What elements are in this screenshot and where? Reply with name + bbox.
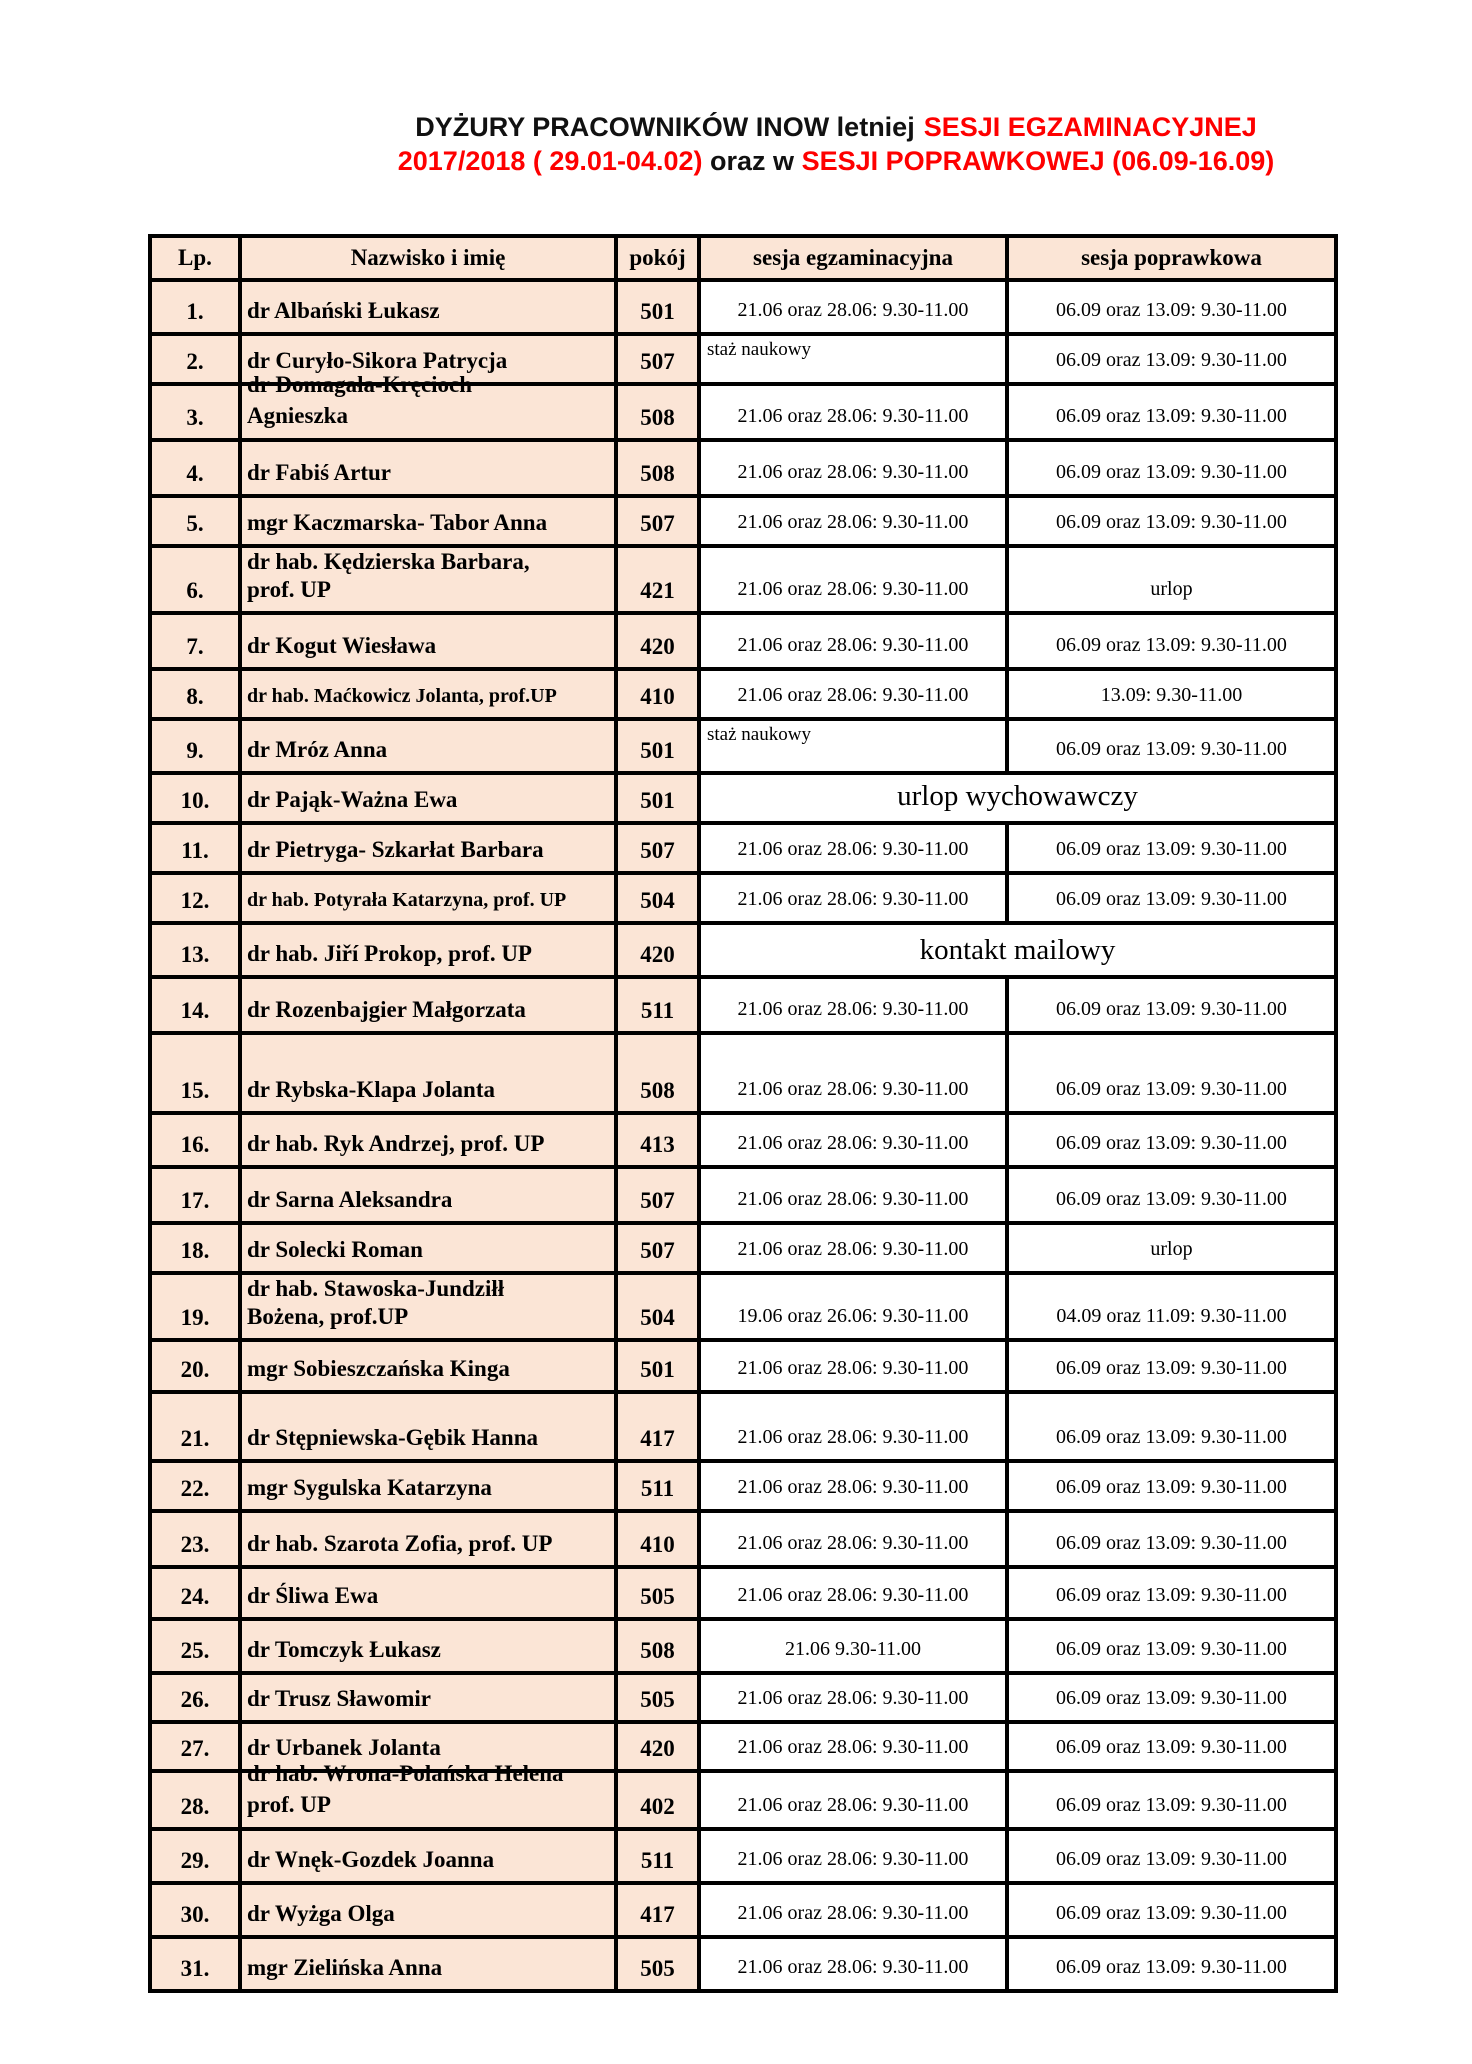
room-number: 501 [616,719,699,773]
staff-name [240,1167,616,1223]
room-number: 504 [616,873,699,923]
room-number: 402 [616,1771,699,1829]
staff-name-text: dr Śliwa Ewa [247,1583,379,1608]
staff-name-text: dr Pietryga- Szkarłat Barbara [247,837,544,862]
room-number: 511 [616,1461,699,1511]
exam-session-hours: 21.06 oraz 28.06: 9.30-11.00 [699,669,1007,719]
resit-session-hours: 06.09 oraz 13.09: 9.30-11.00 [1007,823,1336,873]
exam-session-hours: 21.06 oraz 28.06: 9.30-11.00 [699,1937,1007,1991]
staff-name [240,1223,616,1273]
row-number: 24. [150,1567,240,1619]
staff-name [240,1273,616,1340]
resit-session-hours: 06.09 oraz 13.09: 9.30-11.00 [1007,1392,1336,1461]
resit-session-hours: 06.09 oraz 13.09: 9.30-11.00 [1007,1113,1336,1167]
table-row [150,613,1336,669]
table-row [150,719,1336,773]
staff-name-text: dr Wyżga Olga [247,1901,395,1926]
staff-name [240,1113,616,1167]
staff-name [240,496,616,546]
staff-name [240,823,616,873]
exam-session-hours: 21.06 oraz 28.06: 9.30-11.00 [699,823,1007,873]
merged-session-note: kontakt mailowy [699,923,1336,977]
exam-session-hours: 21.06 oraz 28.06: 9.30-11.00 [699,440,1007,496]
table-row [150,923,1336,977]
staff-name-text: mgr Sobieszczańska Kinga [247,1356,510,1381]
exam-session-hours: 21.06 oraz 28.06: 9.30-11.00 [699,873,1007,923]
resit-session-hours: 04.09 oraz 11.09: 9.30-11.00 [1007,1273,1336,1340]
exam-session-hours: 21.06 oraz 28.06: 9.30-11.00 [699,977,1007,1033]
staff-name [240,873,616,923]
title-line1-red: SESJI EGZAMINACYJNEJ [923,112,1257,142]
room-number: 508 [616,1619,699,1673]
resit-session-hours: 06.09 oraz 13.09: 9.30-11.00 [1007,1771,1336,1829]
exam-session-hours: 21.06 oraz 28.06: 9.30-11.00 [699,1340,1007,1392]
title-line2-red-b: SESJI POPRAWKOWEJ (06.09-16.09) [801,146,1275,176]
table-row [150,1033,1336,1113]
table-row [150,1167,1336,1223]
staff-name [240,372,616,440]
staff-name-text: dr Albański Łukasz [247,298,440,323]
resit-session-hours: 06.09 oraz 13.09: 9.30-11.00 [1007,1033,1336,1113]
resit-session-hours: 06.09 oraz 13.09: 9.30-11.00 [1007,440,1336,496]
row-number: 13. [150,923,240,977]
row-number: 3. [150,384,240,440]
exam-session-hours: 19.06 oraz 26.06: 9.30-11.00 [699,1273,1007,1340]
staff-name [240,1829,616,1883]
room-number: 501 [616,773,699,823]
staff-table-body [150,280,1336,1991]
staff-name-text: dr Pająk-Ważna Ewa [247,787,458,812]
room-number: 505 [616,1567,699,1619]
duty-schedule-table [148,234,1338,1993]
staff-name [240,923,616,977]
title-line1-black: DYŻURY PRACOWNIKÓW INOW letniej [415,112,915,142]
resit-session-hours: 06.09 oraz 13.09: 9.30-11.00 [1007,719,1336,773]
room-number: 511 [616,1829,699,1883]
resit-session-hours: 06.09 oraz 13.09: 9.30-11.00 [1007,1722,1336,1771]
row-number: 17. [150,1167,240,1223]
staff-name [240,1673,616,1722]
row-number: 14. [150,977,240,1033]
table-row [150,669,1336,719]
exam-session-hours: 21.06 oraz 28.06: 9.30-11.00 [699,1461,1007,1511]
exam-session-hours: 21.06 oraz 28.06: 9.30-11.00 [699,613,1007,669]
room-number: 417 [616,1392,699,1461]
staff-name-text: dr hab. Wrona-Polańska Helena prof. UP [247,1761,564,1817]
staff-name-text: dr Sarna Aleksandra [247,1187,453,1212]
table-row [150,1511,1336,1567]
table-row [150,873,1336,923]
staff-name [240,669,616,719]
row-number: 28. [150,1771,240,1829]
staff-name [240,1883,616,1937]
staff-name-text: dr hab. Maćkowicz Jolanta, prof.UP [247,685,557,707]
resit-session-hours: 06.09 oraz 13.09: 9.30-11.00 [1007,1883,1336,1937]
room-number: 410 [616,669,699,719]
exam-session-hours: 21.06 oraz 28.06: 9.30-11.00 [699,546,1007,613]
row-number: 20. [150,1340,240,1392]
staff-name-text: mgr Sygulska Katarzyna [247,1475,492,1500]
column-header-exam-session: sesja egzaminacyjna [699,236,1007,280]
title-line2-black: oraz w [710,146,795,176]
exam-session-hours: 21.06 9.30-11.00 [699,1619,1007,1673]
room-number: 505 [616,1937,699,1991]
row-number: 4. [150,440,240,496]
resit-session-hours: urlop [1007,1223,1336,1273]
staff-name-clip-box [242,1761,614,1827]
resit-session-hours: 06.09 oraz 13.09: 9.30-11.00 [1007,1619,1336,1673]
document-title-line1 [226,110,1446,144]
room-number: 413 [616,1113,699,1167]
resit-session-hours: 06.09 oraz 13.09: 9.30-11.00 [1007,1167,1336,1223]
resit-session-hours: 06.09 oraz 13.09: 9.30-11.00 [1007,613,1336,669]
staff-name-text: dr Trusz Sławomir [247,1686,432,1711]
staff-name [240,1033,616,1113]
row-number: 12. [150,873,240,923]
document-title [226,110,1446,178]
row-number: 25. [150,1619,240,1673]
room-number: 505 [616,1673,699,1722]
exam-session-hours: 21.06 oraz 28.06: 9.30-11.00 [699,384,1007,440]
column-header-lp: Lp. [150,236,240,280]
room-number: 421 [616,546,699,613]
staff-name-text: dr Mróz Anna [247,737,388,762]
table-row [150,546,1336,613]
row-number: 30. [150,1883,240,1937]
row-number: 15. [150,1033,240,1113]
staff-name [240,1567,616,1619]
row-number: 11. [150,823,240,873]
exam-session-hours: 21.06 oraz 28.06: 9.30-11.00 [699,1392,1007,1461]
resit-session-hours: 06.09 oraz 13.09: 9.30-11.00 [1007,1937,1336,1991]
table-row [150,1567,1336,1619]
room-number: 508 [616,384,699,440]
row-number: 29. [150,1829,240,1883]
resit-session-hours: 06.09 oraz 13.09: 9.30-11.00 [1007,334,1336,384]
row-number: 2. [150,334,240,384]
staff-name-text: dr Kogut Wiesława [247,633,437,658]
exam-session-hours: 21.06 oraz 28.06: 9.30-11.00 [699,1883,1007,1937]
resit-session-hours: 06.09 oraz 13.09: 9.30-11.00 [1007,1673,1336,1722]
staff-name [240,1392,616,1461]
table-row [150,1673,1336,1722]
row-number: 31. [150,1937,240,1991]
staff-name-text: dr Domagała-Kręcioch Agnieszka [247,372,473,428]
staff-name [240,1511,616,1567]
staff-name [240,1937,616,1991]
staff-name-text: dr hab. Szarota Zofia, prof. UP [247,1531,553,1556]
table-row [150,1273,1336,1340]
staff-name-text: dr Urbanek Jolanta [247,1735,441,1760]
exam-session-hours: 21.06 oraz 28.06: 9.30-11.00 [699,280,1007,334]
table-row [150,773,1336,823]
resit-session-hours: 06.09 oraz 13.09: 9.30-11.00 [1007,1511,1336,1567]
staff-name [240,977,616,1033]
staff-name-text: dr Stępniewska-Gębik Hanna [247,1425,538,1450]
document-title-line2 [226,144,1446,178]
staff-name [240,613,616,669]
table-row [150,440,1336,496]
room-number: 420 [616,613,699,669]
row-number: 16. [150,1113,240,1167]
exam-session-hours: 21.06 oraz 28.06: 9.30-11.00 [699,496,1007,546]
table-row [150,1223,1336,1273]
row-number: 19. [150,1273,240,1340]
staff-name [240,1461,616,1511]
exam-session-hours: 21.06 oraz 28.06: 9.30-11.00 [699,1567,1007,1619]
row-number: 21. [150,1392,240,1461]
staff-name [240,773,616,823]
column-header-name: Nazwisko i imię [240,236,616,280]
exam-session-hours: staż naukowy [699,719,1007,773]
staff-name [240,1340,616,1392]
exam-session-hours: 21.06 oraz 28.06: 9.30-11.00 [699,1771,1007,1829]
staff-name [240,1761,616,1829]
room-number: 410 [616,1511,699,1567]
table-row [150,1771,1336,1829]
room-number: 504 [616,1273,699,1340]
exam-session-hours: staż naukowy [699,334,1007,384]
resit-session-hours: urlop [1007,546,1336,613]
table-row [150,977,1336,1033]
merged-session-note: urlop wychowawczy [699,773,1336,823]
row-number: 1. [150,280,240,334]
staff-name-text: dr Tomczyk Łukasz [247,1637,441,1662]
room-number: 507 [616,1223,699,1273]
resit-session-hours: 06.09 oraz 13.09: 9.30-11.00 [1007,1461,1336,1511]
row-number: 9. [150,719,240,773]
exam-session-hours: 21.06 oraz 28.06: 9.30-11.00 [699,1113,1007,1167]
resit-session-hours: 06.09 oraz 13.09: 9.30-11.00 [1007,1340,1336,1392]
table-row [150,280,1336,334]
exam-session-hours: 21.06 oraz 28.06: 9.30-11.00 [699,1033,1007,1113]
room-number: 508 [616,1033,699,1113]
row-number: 5. [150,496,240,546]
row-number: 26. [150,1673,240,1722]
row-number: 18. [150,1223,240,1273]
staff-name-clip-box [242,372,614,438]
room-number: 511 [616,977,699,1033]
staff-name-text: dr hab. Stawoska-Jundziłł Bożena, prof.UP [247,1276,505,1329]
room-number: 501 [616,280,699,334]
resit-session-hours: 06.09 oraz 13.09: 9.30-11.00 [1007,496,1336,546]
table-row [150,823,1336,873]
table-row [150,1829,1336,1883]
resit-session-hours: 06.09 oraz 13.09: 9.30-11.00 [1007,977,1336,1033]
staff-name-text: dr Curyło-Sikora Patrycja [247,348,508,373]
row-number: 27. [150,1722,240,1771]
table-row [150,1340,1336,1392]
column-header-room: pokój [616,236,699,280]
staff-name [240,1619,616,1673]
row-number: 8. [150,669,240,719]
staff-name [240,546,616,613]
room-number: 507 [616,823,699,873]
room-number: 417 [616,1883,699,1937]
exam-session-hours: 21.06 oraz 28.06: 9.30-11.00 [699,1511,1007,1567]
staff-name-text: dr Rybska-Klapa Jolanta [247,1077,495,1102]
staff-name-text: mgr Zielińska Anna [247,1955,443,1980]
resit-session-hours: 06.09 oraz 13.09: 9.30-11.00 [1007,1829,1336,1883]
room-number: 507 [616,334,699,384]
table-header-row [150,236,1336,280]
table-row [150,1113,1336,1167]
resit-session-hours: 13.09: 9.30-11.00 [1007,669,1336,719]
exam-session-hours: 21.06 oraz 28.06: 9.30-11.00 [699,1223,1007,1273]
staff-name-text: dr Fabiś Artur [247,460,391,485]
staff-name-text: dr Wnęk-Gozdek Joanna [247,1847,495,1872]
table-row [150,1937,1336,1991]
staff-name-text: dr hab. Ryk Andrzej, prof. UP [247,1131,545,1156]
staff-name [240,440,616,496]
column-header-resit-session: sesja poprawkowa [1007,236,1336,280]
room-number: 507 [616,496,699,546]
resit-session-hours: 06.09 oraz 13.09: 9.30-11.00 [1007,280,1336,334]
table-row [150,1619,1336,1673]
room-number: 501 [616,1340,699,1392]
staff-name-text: dr Solecki Roman [247,1237,423,1262]
resit-session-hours: 06.09 oraz 13.09: 9.30-11.00 [1007,873,1336,923]
table-row [150,384,1336,440]
resit-session-hours: 06.09 oraz 13.09: 9.30-11.00 [1007,384,1336,440]
room-number: 508 [616,440,699,496]
table-row [150,496,1336,546]
room-number: 507 [616,1167,699,1223]
row-number: 7. [150,613,240,669]
table-row [150,1883,1336,1937]
staff-name-text: dr Rozenbajgier Małgorzata [247,997,526,1022]
exam-session-hours: 21.06 oraz 28.06: 9.30-11.00 [699,1829,1007,1883]
room-number: 420 [616,1722,699,1771]
staff-name-text: mgr Kaczmarska- Tabor Anna [247,510,548,535]
staff-name-text: dr hab. Kędzierska Barbara, prof. UP [247,549,530,602]
row-number: 22. [150,1461,240,1511]
table-row [150,1461,1336,1511]
staff-name [240,719,616,773]
title-line2-red-a: 2017/2018 ( 29.01-04.02) [397,146,703,176]
staff-name-text: dr hab. Jiří Prokop, prof. UP [247,941,532,966]
table-row [150,1392,1336,1461]
staff-name [240,280,616,334]
exam-session-hours: 21.06 oraz 28.06: 9.30-11.00 [699,1673,1007,1722]
row-number: 6. [150,546,240,613]
staff-name-text: dr hab. Potyrała Katarzyna, prof. UP [247,889,567,911]
resit-session-hours: 06.09 oraz 13.09: 9.30-11.00 [1007,1567,1336,1619]
row-number: 23. [150,1511,240,1567]
exam-session-hours: 21.06 oraz 28.06: 9.30-11.00 [699,1722,1007,1771]
exam-session-hours: 21.06 oraz 28.06: 9.30-11.00 [699,1167,1007,1223]
row-number: 10. [150,773,240,823]
room-number: 420 [616,923,699,977]
